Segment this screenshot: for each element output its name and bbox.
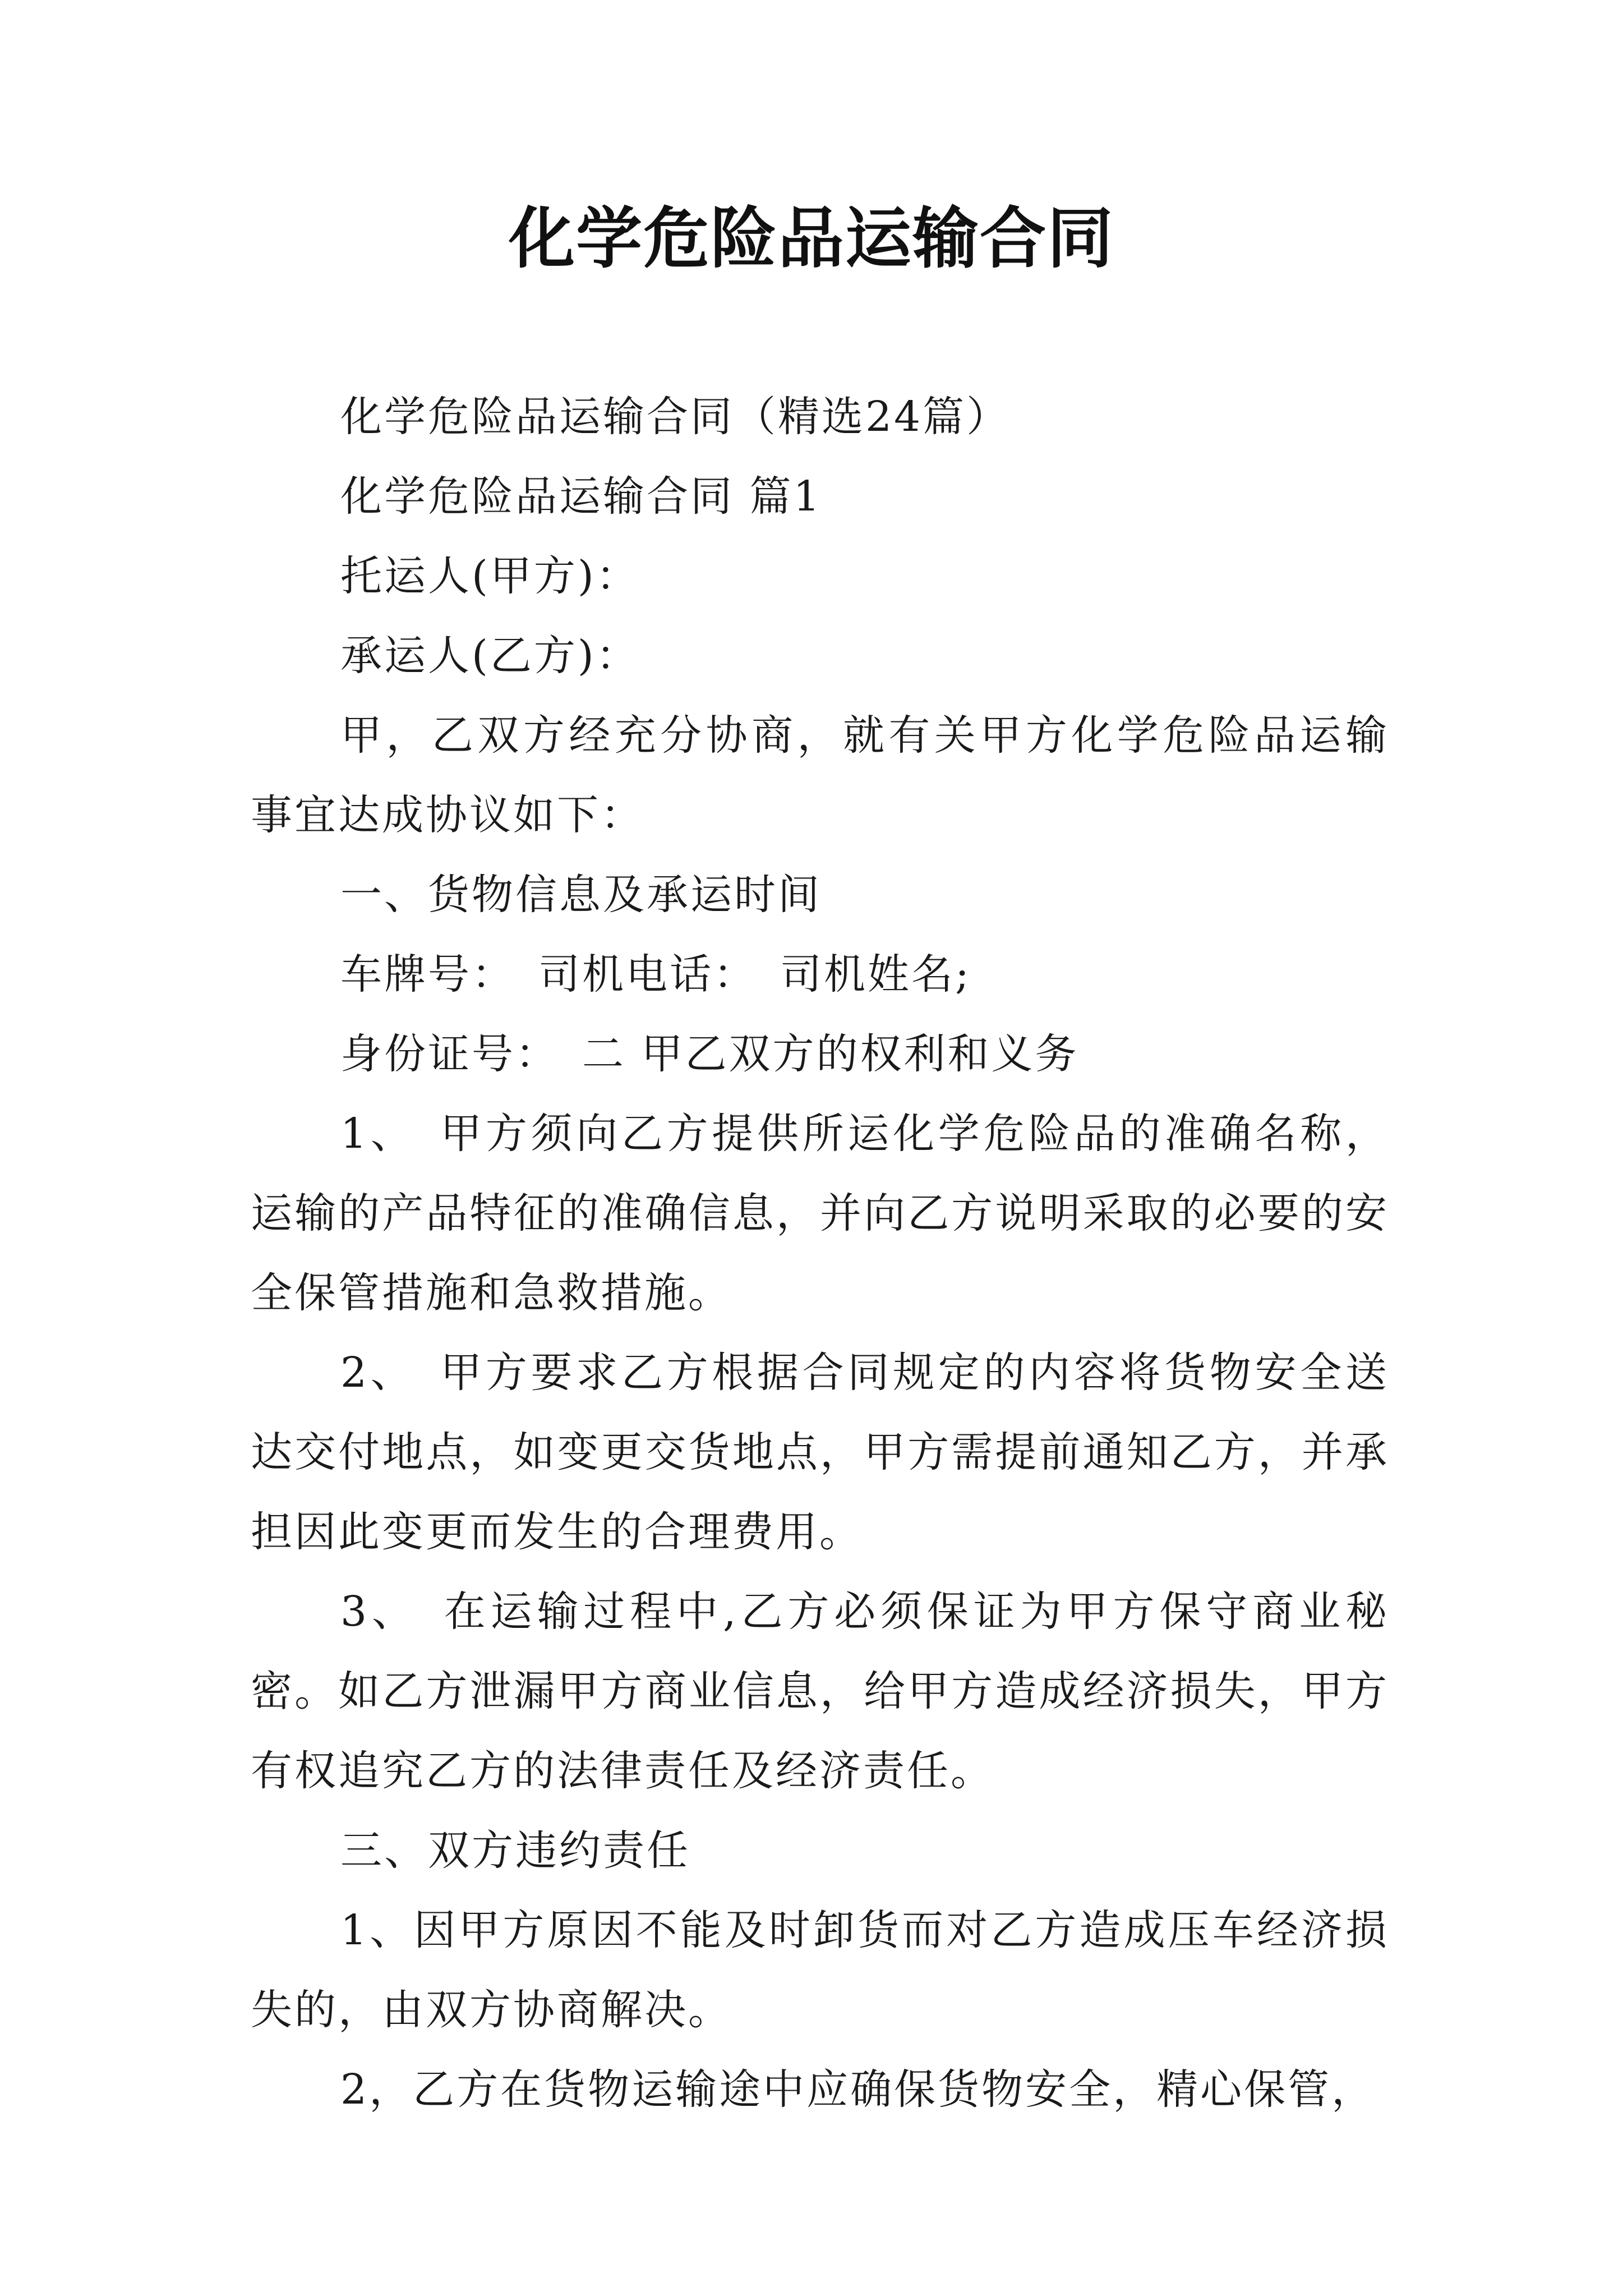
paragraph-liability-1: 1、因甲方原因不能及时卸货而对乙方造成压车经济损失的，由双方协商解决。 (251, 1906, 1389, 2034)
paragraph-heading-cargo: 一、货物信息及承运时间 (340, 871, 822, 919)
paragraph-section-heading: 化学危险品运输合同 篇1 (340, 472, 822, 521)
paragraph-clause-2: 2、 甲方要求乙方根据合同规定的内容将货物安全送达交付地点，如变更交货地点，甲方需提前通知乙方，并承担因此变更而发生的合理费用。 (251, 1349, 1389, 1556)
paragraph-subtitle: 化学危险品运输合同（精选24篇） (340, 393, 1011, 441)
paragraph-vehicle-info: 车牌号： 司机电话： 司机姓名; (340, 950, 971, 999)
document-body (251, 377, 1389, 2129)
paragraph-clause-3: 3、 在运输过程中,乙方必须保证为甲方保守商业秘密。如乙方泄漏甲方商业信息，给甲方造成经济损失，甲方有权追究乙方的法律责任及经济责任。 (251, 1588, 1389, 1795)
paragraph-heading-liability: 三、双方违约责任 (340, 1826, 690, 1875)
document-title: 化学危险品运输合同 (508, 200, 1114, 277)
paragraph-intro: 甲，乙双方经充分协商，就有关甲方化学危险品运输事宜达成协议如下： (251, 711, 1389, 839)
paragraph-carrier: 承运人(乙方)： (340, 632, 640, 680)
paragraph-liability-2: 2，乙方在货物运输途中应确保货物安全，精心保管， (340, 2065, 1376, 2114)
paragraph-clause-1: 1、 甲方须向乙方提供所运化学危险品的准确名称，运输的产品特征的准确信息，并向乙方说明采取的必要的安全保管措施和急救措施。 (251, 1110, 1389, 1317)
paragraph-id-and-heading: 身份证号： 二 甲乙双方的权利和义务 (340, 1030, 1079, 1078)
paragraph-consignor: 托运人(甲方)： (340, 552, 640, 600)
